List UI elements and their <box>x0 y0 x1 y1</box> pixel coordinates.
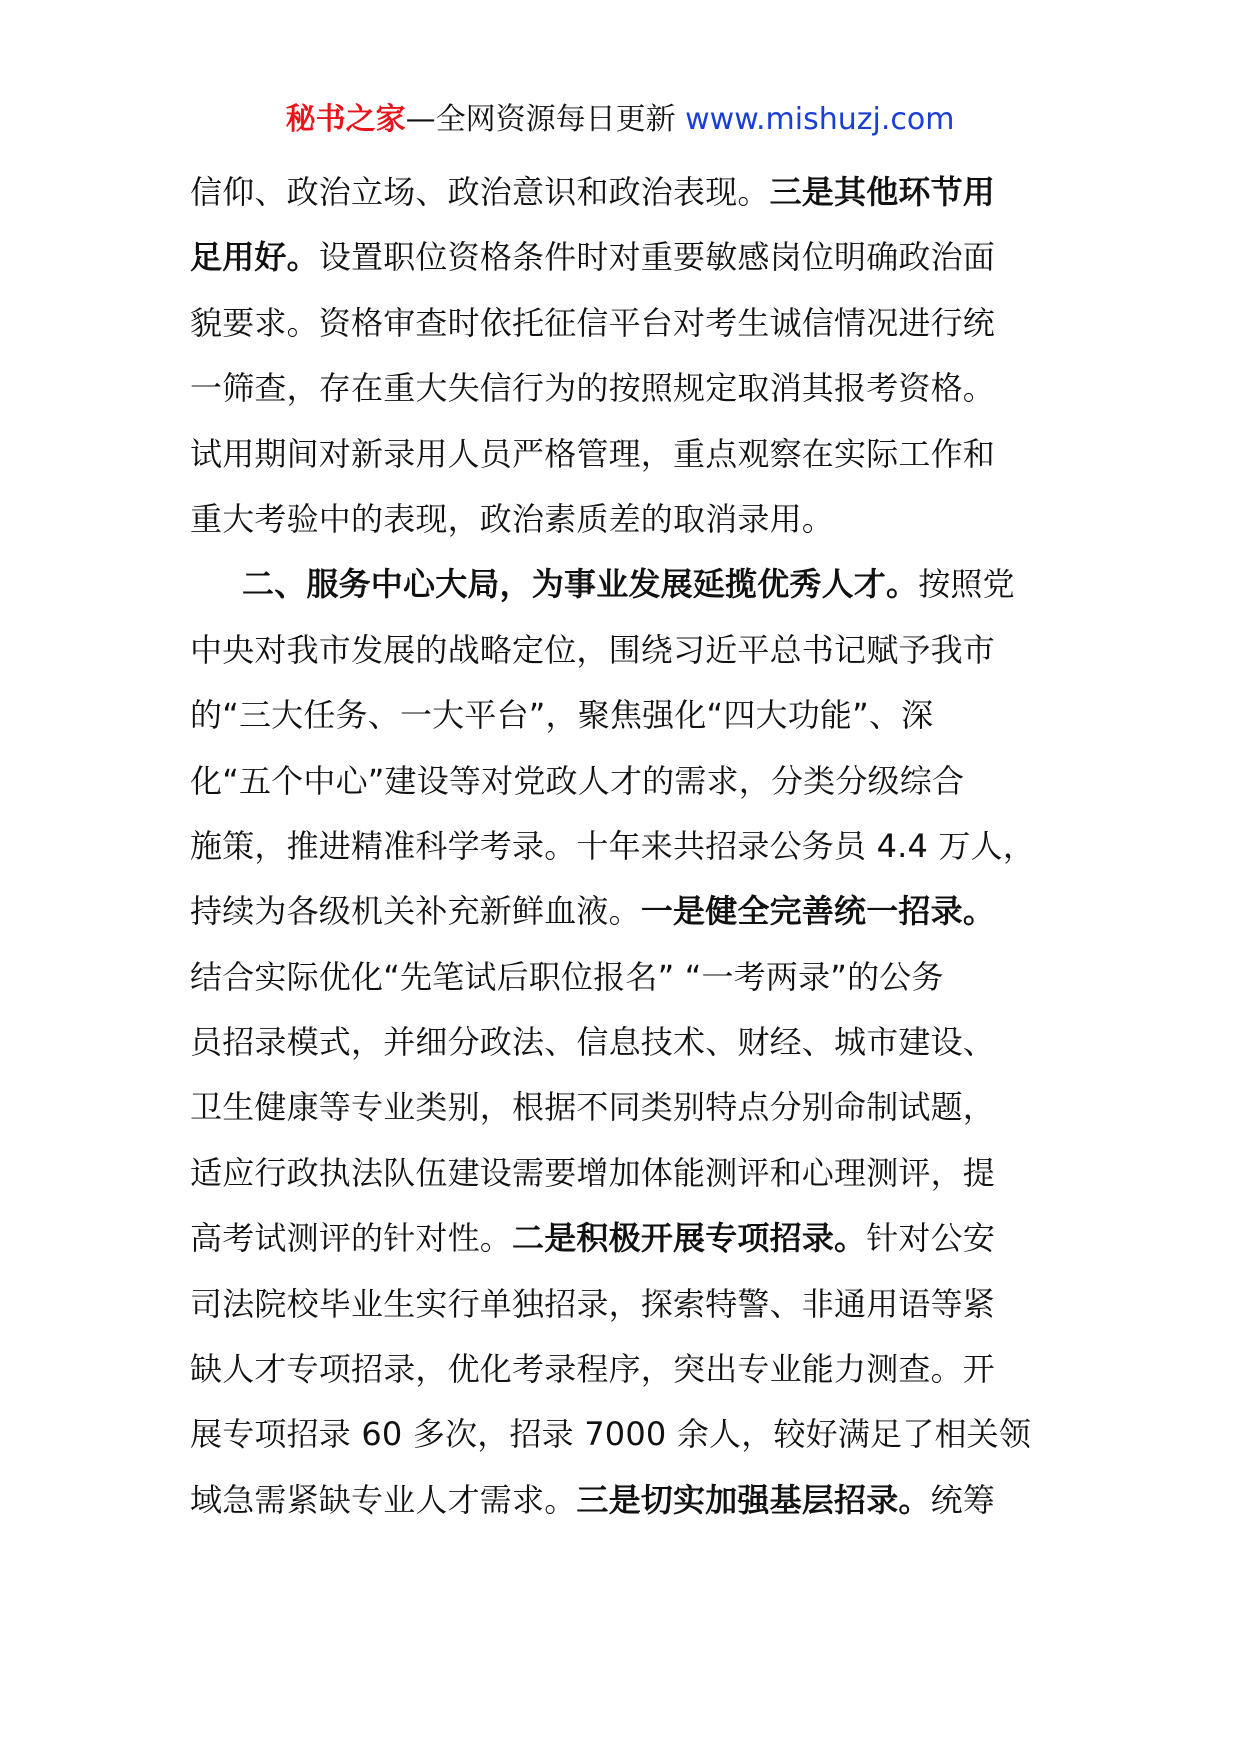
text-line <box>190 487 1050 552</box>
text-line <box>190 1010 1050 1075</box>
text-segment: 适应行政执法队伍建设需要增加体能测评和心理测评，提 <box>190 1153 996 1192</box>
text-line <box>190 356 1050 421</box>
bold-text-segment: 一是健全完善统一招录。 <box>640 892 996 931</box>
bold-text-segment: 二、服务中心大局，为事业发展延揽优秀人才。 <box>242 565 919 604</box>
text-segment: 的“三大任务、一大平台”，聚焦强化“四大功能”、深 <box>190 696 934 735</box>
text-line <box>190 945 1050 1010</box>
text-segment: 域急需紧缺专业人才需求。 <box>190 1480 577 1519</box>
text-line <box>190 814 1050 879</box>
text-line <box>190 618 1050 683</box>
text-segment: 貌要求。资格审查时依托征信平台对考生诚信情况进行统 <box>190 303 996 342</box>
text-segment: 员招录模式，并细分政法、信息技术、财经、城市建设、 <box>190 1023 996 1062</box>
text-segment: 高考试测评的针对性。 <box>190 1219 513 1258</box>
bold-text-segment: 三是切实加强基层招录。 <box>576 1480 931 1519</box>
text-line <box>190 749 1050 814</box>
text-segment: 按照党 <box>918 565 1015 604</box>
text-line <box>190 552 1050 617</box>
text-line <box>190 1272 1050 1337</box>
bold-text-segment: 三是其他环节用 <box>769 173 996 211</box>
text-segment: 卫生健康等专业类别，根据不同类别特点分别命制试题， <box>190 1088 996 1127</box>
text-segment: 针对公安 <box>866 1219 996 1258</box>
header-url-link[interactable]: www.mishuzj.com <box>685 102 955 137</box>
text-segment: 统筹 <box>930 1480 996 1519</box>
text-segment: 施策，推进精准科学考录。十年来共招录公务员 4.4 万人， <box>190 826 1036 865</box>
text-segment: 中央对我市发展的战略定位，围绕习近平总书记赋予我市 <box>190 630 996 669</box>
text-segment: 试用期间对新录用人员严格管理，重点观察在实际工作和 <box>190 434 996 473</box>
text-segment: 设置职位资格条件时对重要敏感岗位明确政治面 <box>318 238 996 277</box>
text-line <box>190 225 1050 290</box>
header-brand: 秘书之家 <box>285 102 406 137</box>
text-segment: 司法院校毕业生实行单独招录，探索特警、非通用语等紧 <box>190 1284 996 1323</box>
bold-text-segment: 二是积极开展专项招录。 <box>512 1219 867 1258</box>
text-line <box>190 1337 1050 1402</box>
document-body <box>190 160 1050 1533</box>
text-line <box>190 683 1050 748</box>
text-line <box>190 1402 1050 1467</box>
text-line <box>190 879 1050 944</box>
text-line <box>190 422 1050 487</box>
text-line <box>190 160 1050 225</box>
page-header <box>0 100 1240 140</box>
text-segment: 结合实际优化“先笔试后职位报名” “一考两录”的公务 <box>190 957 944 996</box>
text-segment: 化“五个中心”建设等对党政人才的需求，分类分级综合 <box>190 761 965 800</box>
text-line <box>190 1468 1050 1533</box>
text-line <box>190 1141 1050 1206</box>
header-slogan: 全网资源每日更新 <box>435 102 676 137</box>
text-segment: 缺人才专项招录，优化考录程序，突出专业能力测查。开 <box>190 1350 996 1389</box>
text-line <box>190 1075 1050 1140</box>
header-dash: — <box>405 102 436 137</box>
text-segment: 一筛查，存在重大失信行为的按照规定取消其报考资格。 <box>190 369 996 408</box>
text-line <box>190 291 1050 356</box>
bold-text-segment: 足用好。 <box>190 238 319 277</box>
text-segment: 展专项招录 60 多次，招录 7000 余人，较好满足了相关领 <box>190 1415 1032 1454</box>
text-segment: 重大考验中的表现，政治素质差的取消录用。 <box>190 499 835 538</box>
text-line <box>190 1206 1050 1271</box>
text-segment: 持续为各级机关补充新鲜血液。 <box>190 892 641 931</box>
text-segment: 信仰、政治立场、政治意识和政治表现。 <box>190 173 770 211</box>
